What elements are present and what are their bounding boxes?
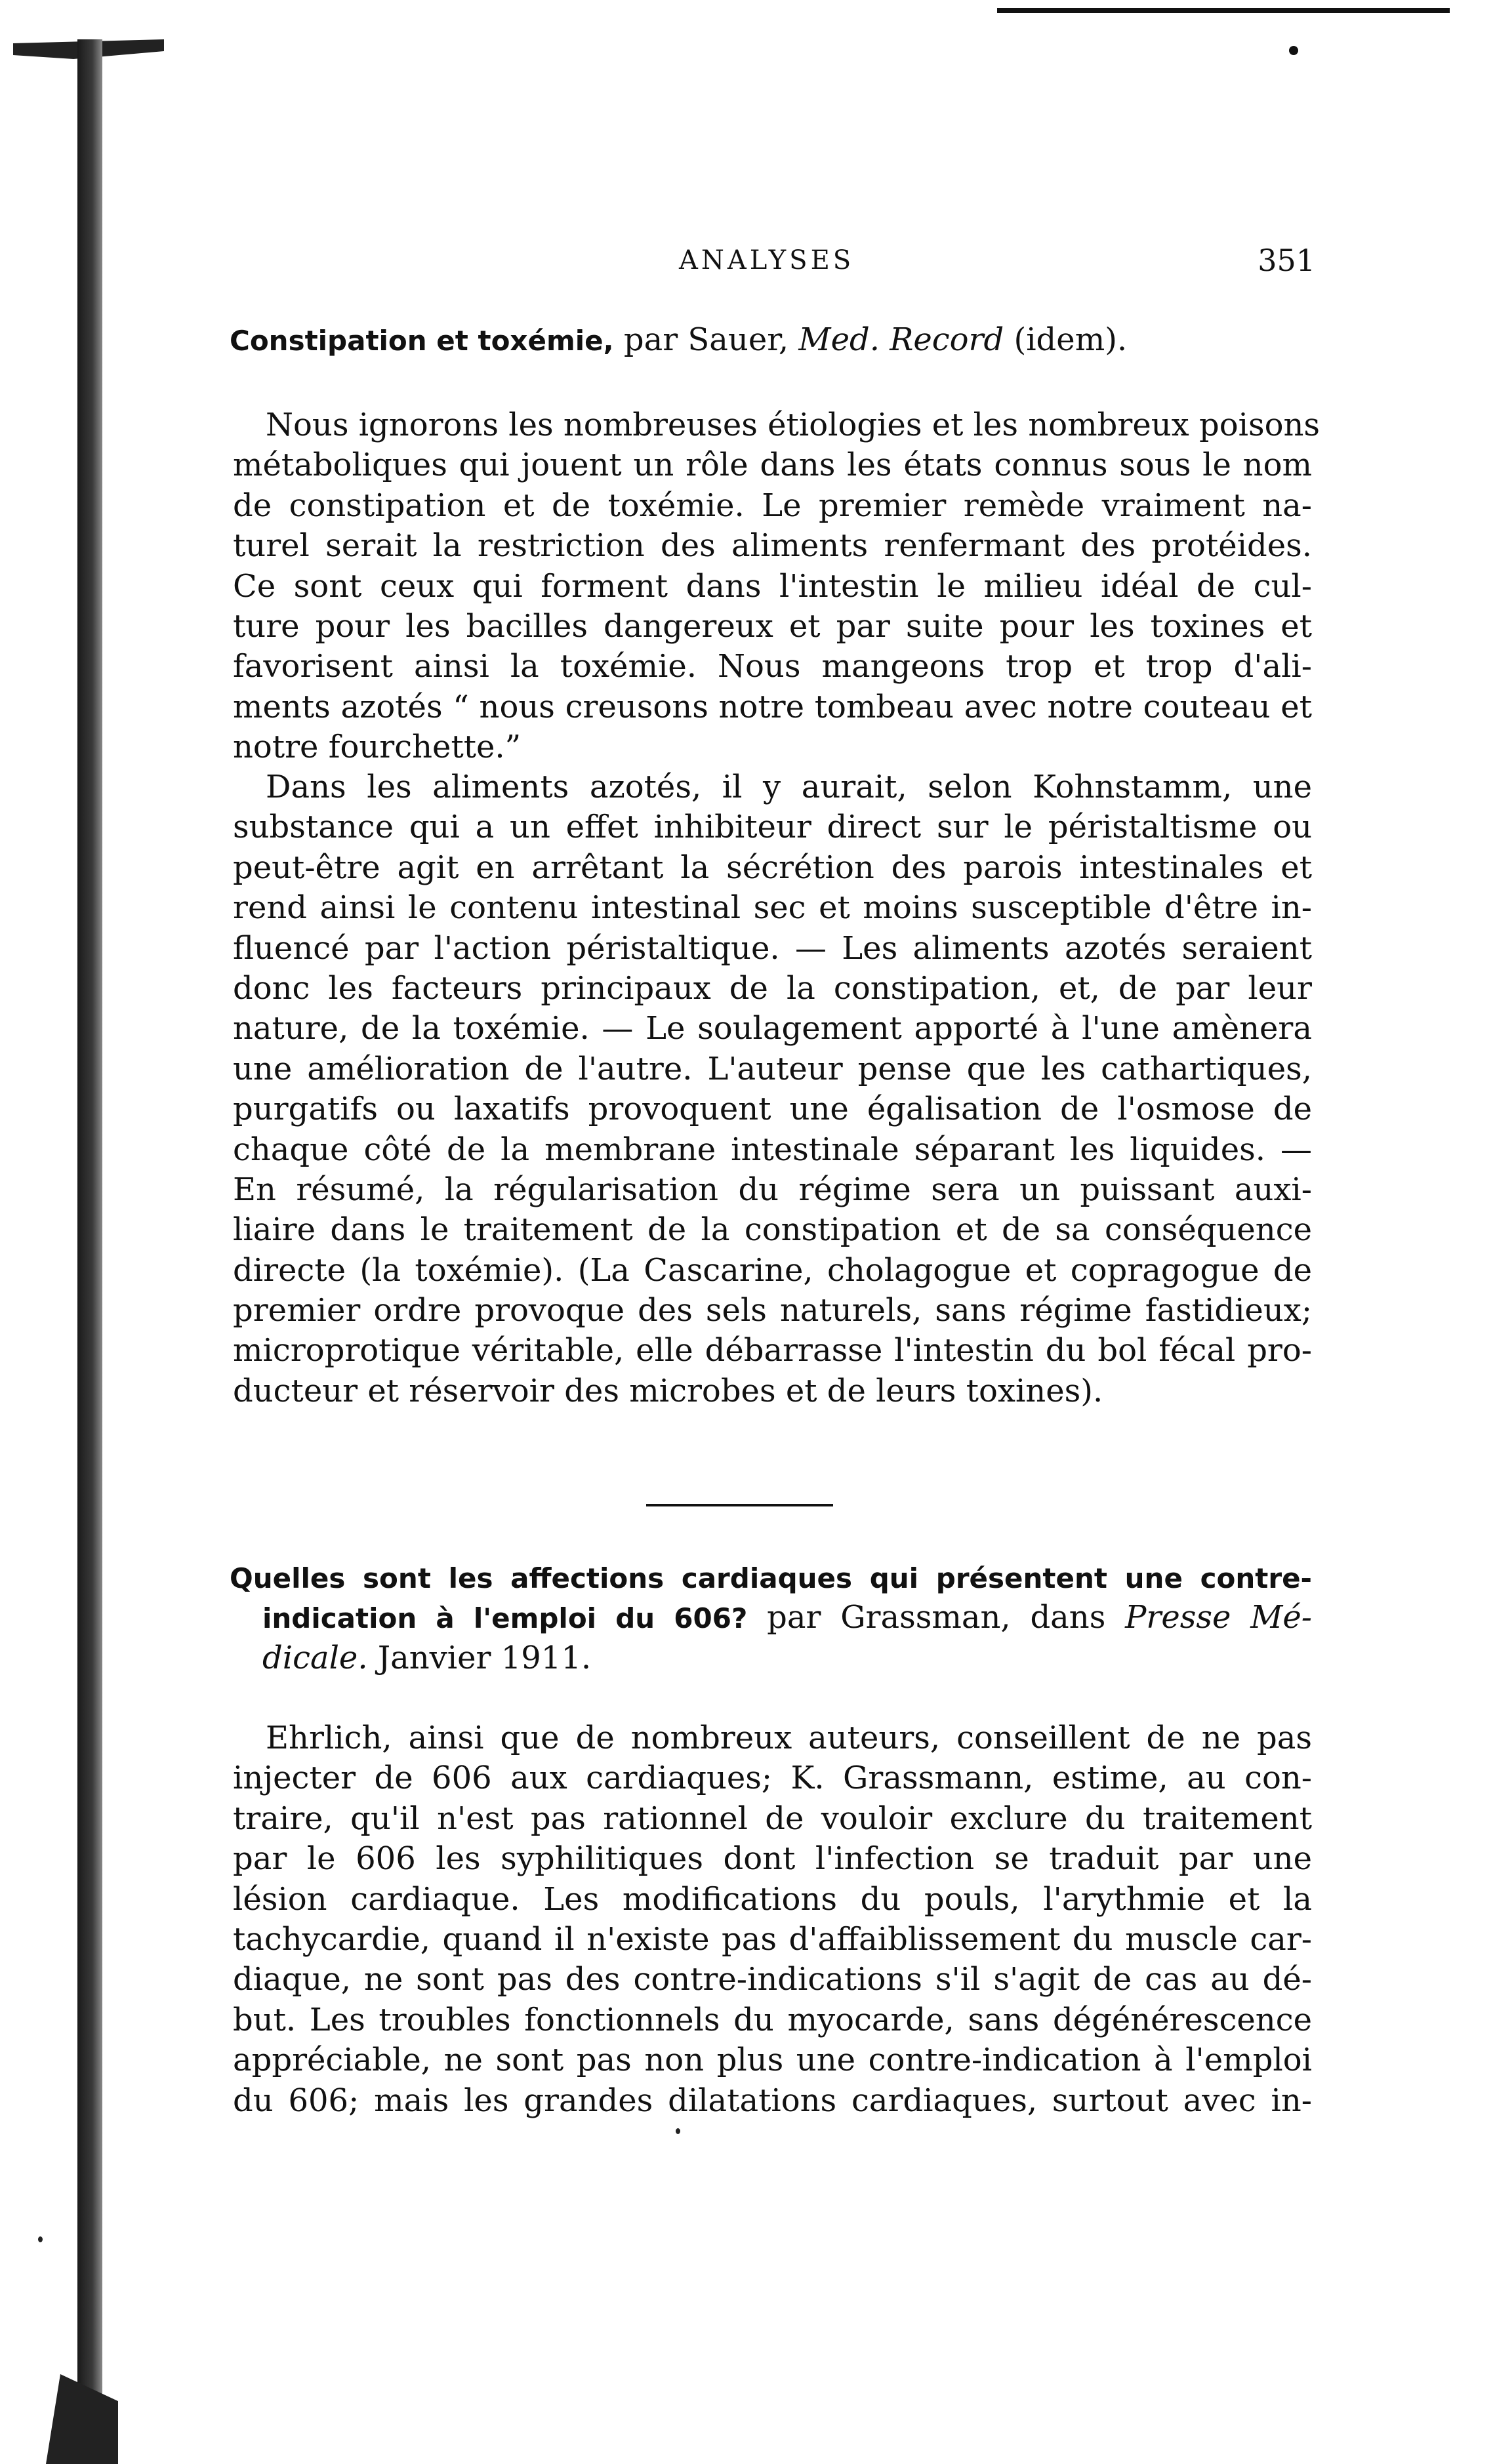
text-line: but. Les troubles fonctionnels du myocarde, sans dégénérescence (233, 2001, 1312, 2038)
page-header (226, 243, 1315, 289)
text-line: par le 606 les syphilitiques dont l'infection se traduit par une (233, 1840, 1312, 1878)
text-line: chaque côté de la membrane intestinale séparant les liquides. — (233, 1131, 1312, 1168)
text-line: de constipation et de toxémie. Le premier remède vraiment na- (233, 487, 1312, 524)
text-line: donc les facteurs principaux de la constipation, et, de par leur (233, 969, 1312, 1007)
page-number: 351 (1258, 243, 1315, 278)
article-2-source: Presse Mé- (1125, 1599, 1312, 1636)
title-line (230, 1638, 1312, 1678)
text-line: Dans les aliments azotés, il y aurait, selon Kohnstamm, une (266, 769, 1312, 805)
text-line: directe (la toxémie). (La Cascarine, cholagogue et copragogue de (233, 1251, 1312, 1289)
article-2-date: Janvier 1911. (367, 1639, 592, 1676)
text-line: premier ordre provoque des sels naturels, sans régime fastidieux; (233, 1292, 1312, 1329)
text-line: Ehrlich, ainsi que de nombreux auteurs, conseillent de ne pas (266, 1720, 1312, 1756)
article-2-title-bold-2: indication à l'emploi du 606? (262, 1602, 748, 1635)
binding-edge-bottom (46, 2374, 118, 2464)
title-line (230, 1598, 1312, 1638)
article-2-paragraph (233, 1718, 1312, 2121)
text-line: injecter de 606 aux cardiaques; K. Grassmann, estime, au con- (233, 1760, 1312, 1797)
text-line: microprotique véritable, elle débarrasse l'intestin du bol fécal pro- (233, 1332, 1312, 1369)
text-line: diaque, ne sont pas des contre-indications s'il s'agit de cas au dé- (233, 1961, 1312, 1998)
text-line: substance qui a un effet inhibiteur direct sur le péristaltisme ou (233, 809, 1312, 846)
running-head: ANALYSES (679, 245, 855, 275)
text-line: notre fourchette.” (233, 729, 522, 766)
text-line: favorisent ainsi la toxémie. Nous mangeons trop et trop d'ali- (233, 648, 1312, 685)
article-2-title-author: par Grassman, dans (747, 1599, 1126, 1636)
article-1-title-bold: Constipation et toxémie, (230, 325, 614, 357)
section-divider (646, 1504, 833, 1506)
article-1-paragraph-1 (233, 405, 1321, 768)
text-line: Nous ignorons les nombreuses étiologies et les nombreux poisons (266, 407, 1321, 443)
text-line: En résumé, la régularisation du régime sera un puissant auxi- (233, 1171, 1312, 1208)
article-2-title-bold-1: Quelles sont les affections cardiaques qui présentent une contre- (230, 1562, 1312, 1594)
article-1-paragraph-2 (233, 767, 1312, 1411)
top-rule (997, 8, 1450, 13)
text-line: métaboliques qui jouent un rôle dans les états connus sous le nom (233, 447, 1312, 484)
binding-edge (77, 39, 102, 2464)
article-1-title-author: par Sauer, (613, 321, 799, 358)
text-line: tachycardie, quand il n'existe pas d'affaiblissement du muscle car- (233, 1920, 1312, 1958)
article-1-source: Med. Record (798, 321, 1004, 358)
text-line: Ce sont ceux qui forment dans l'intestin le milieu idéal de cul- (233, 567, 1312, 605)
article-2-source-cont: dicale. (262, 1639, 368, 1676)
text-line: purgatifs ou laxatifs provoquent une égalisation de l'osmose de (233, 1091, 1312, 1128)
ink-speck (1289, 46, 1298, 55)
article-1-title (230, 321, 1312, 358)
text-line: nature, de la toxémie. — Le soulagement apporté à l'une amènera (233, 1010, 1312, 1047)
text-line: appréciable, ne sont pas non plus une contre-indication à l'emploi (233, 2042, 1312, 2079)
title-line (230, 1558, 1312, 1598)
text-line: fluencé par l'action péristaltique. — Les aliments azotés seraient (233, 929, 1312, 967)
text-line: ducteur et réservoir des microbes et de leurs toxines). (233, 1372, 1103, 1409)
text-line: liaire dans le traitement de la constipation et de sa conséquence (233, 1211, 1312, 1249)
ink-speck (676, 2128, 680, 2134)
text-line: une amélioration de l'autre. L'auteur pense que les cathartiques, (233, 1050, 1312, 1087)
ink-speck (38, 2236, 43, 2242)
text-line: turel serait la restriction des aliments renfermant des protéides. (233, 527, 1312, 565)
text-line: du 606; mais les grandes dilatations cardiaques, surtout avec in- (233, 2082, 1312, 2119)
text-line: peut-être agit en arrêtant la sécrétion des parois intestinales et (233, 849, 1312, 886)
text-line: ments azotés “ nous creusons notre tombeau avec notre couteau et (233, 688, 1312, 725)
article-1-source-rest: (idem). (1004, 321, 1128, 358)
article-2-title (230, 1558, 1312, 1678)
text-line: rend ainsi le contenu intestinal sec et moins susceptible d'être in- (233, 889, 1312, 927)
text-line: ture pour les bacilles dangereux et par suite pour les toxines et (233, 607, 1312, 645)
text-line: lésion cardiaque. Les modifications du pouls, l'arythmie et la (233, 1880, 1312, 1918)
text-line: traire, qu'il n'est pas rationnel de vouloir exclure du traitement (233, 1800, 1312, 1837)
